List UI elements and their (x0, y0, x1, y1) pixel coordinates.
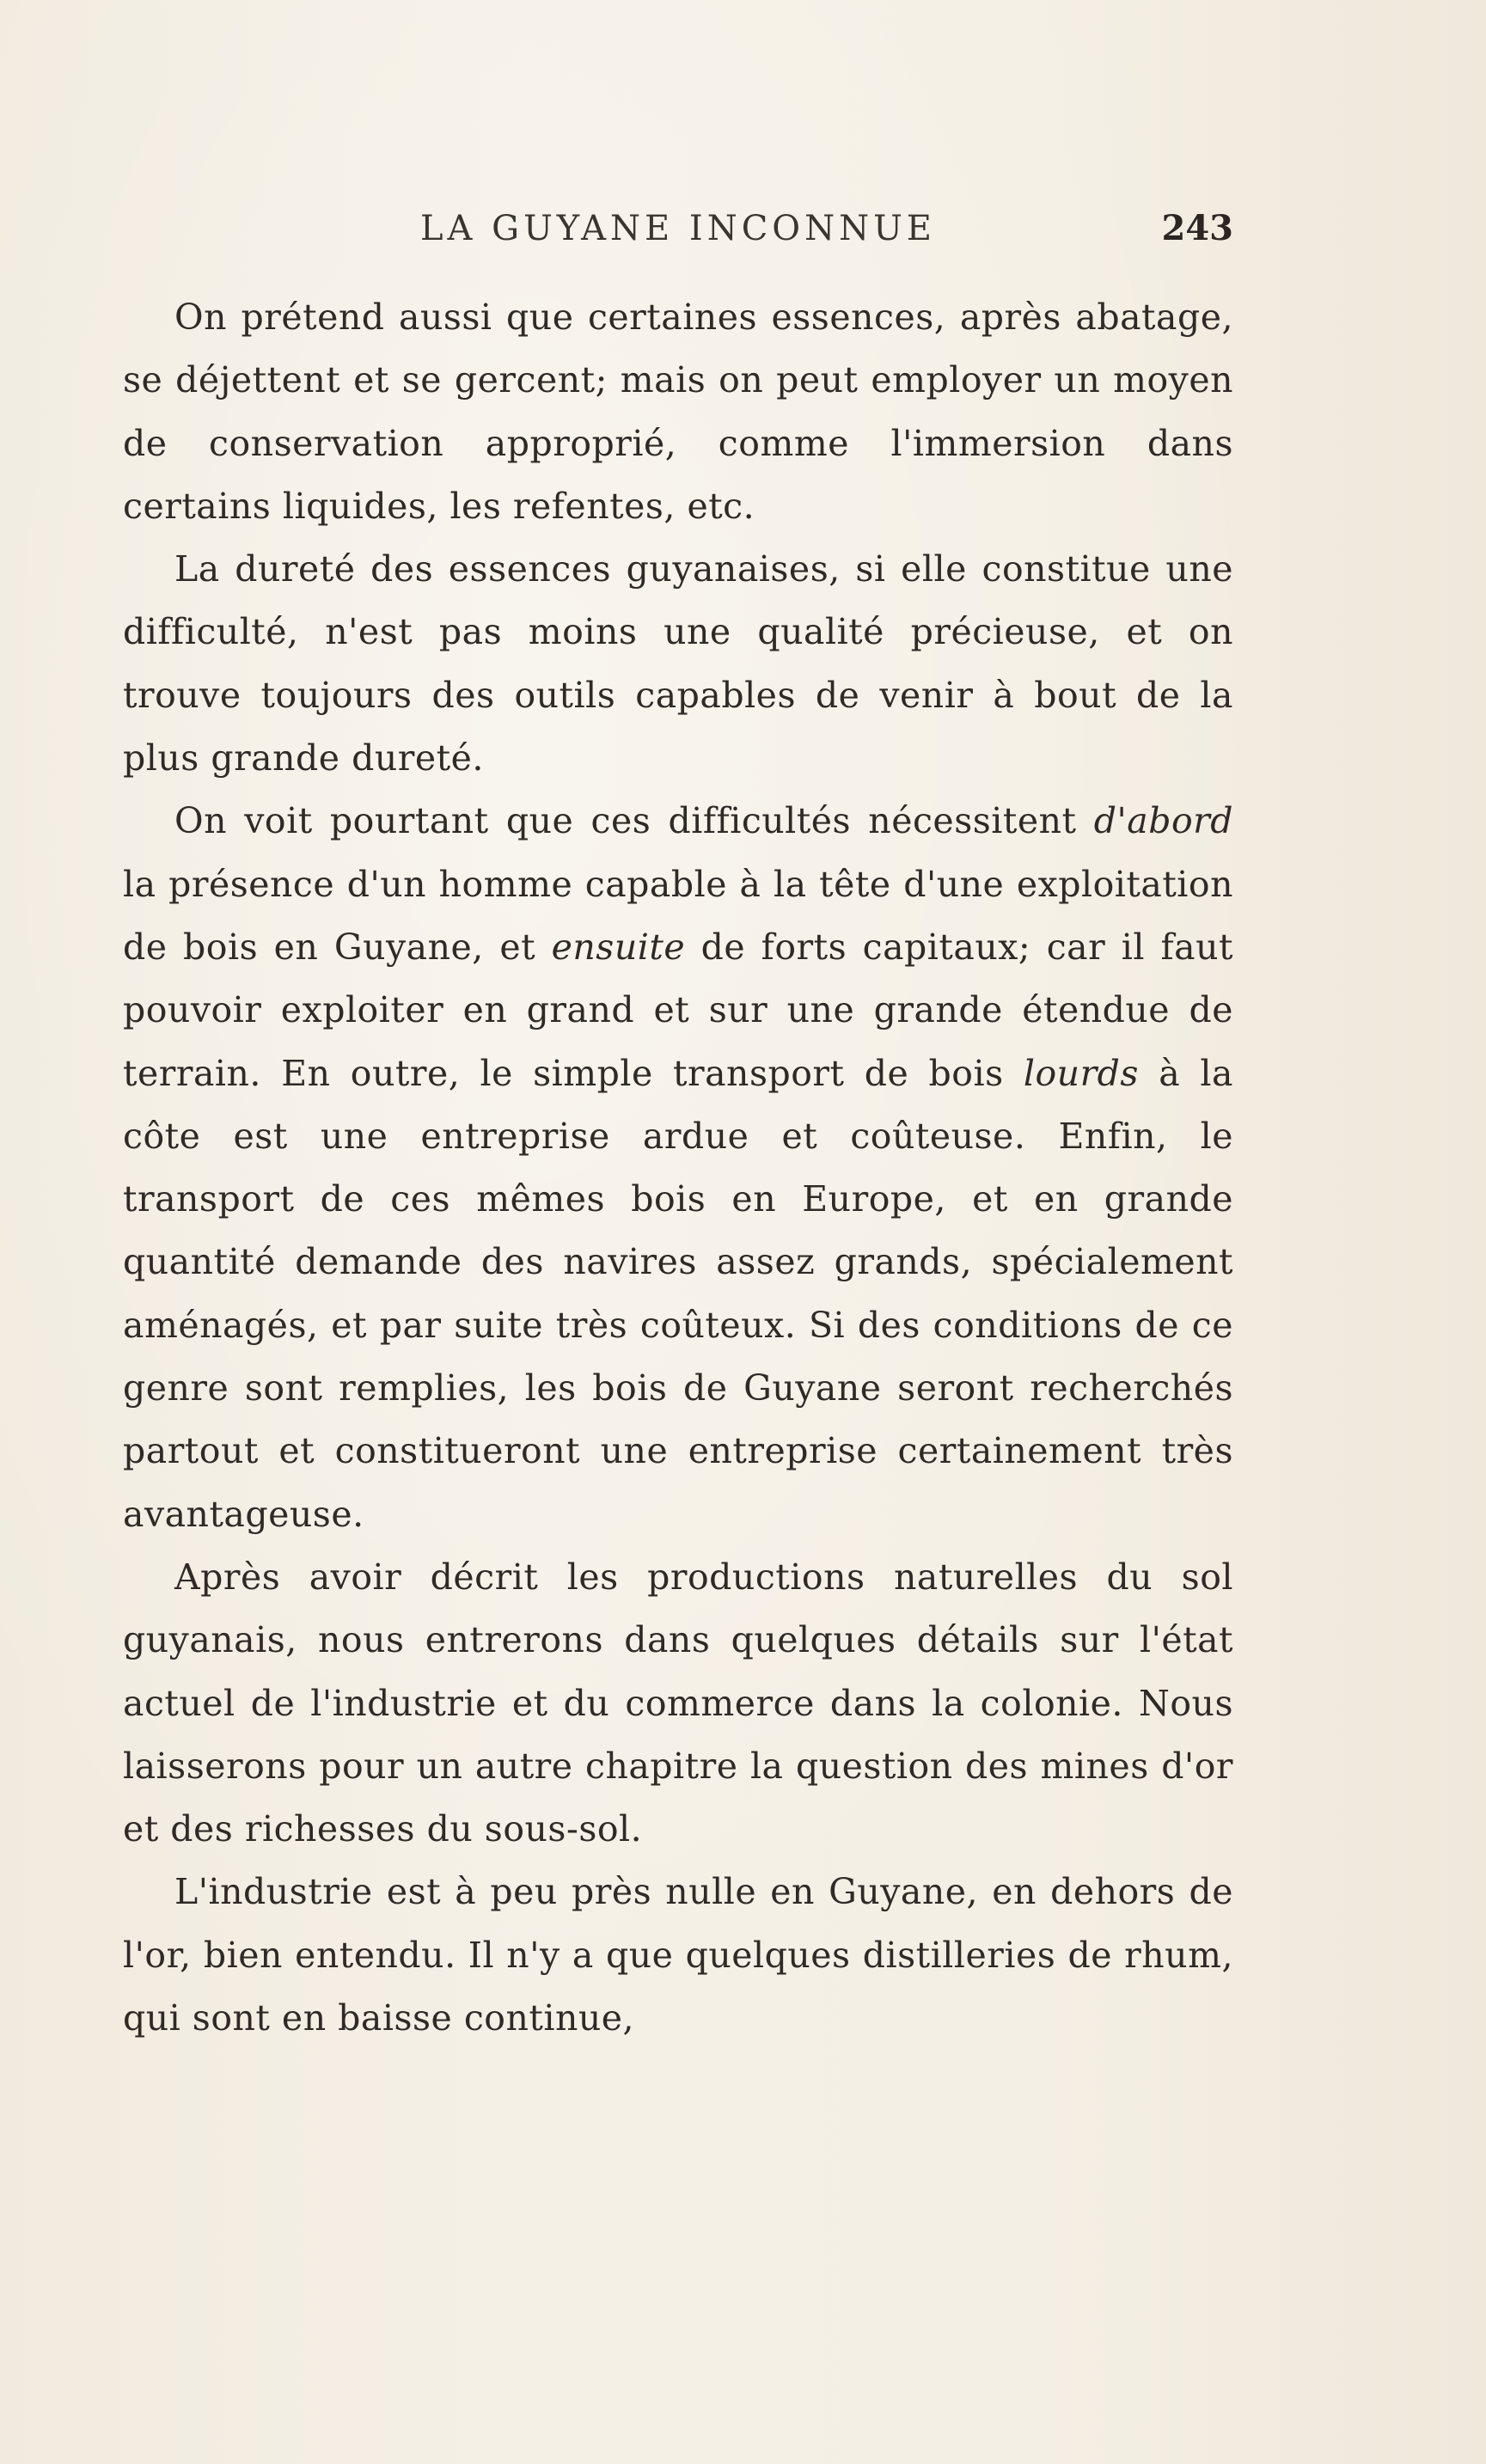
paragraph-3-part-3: de forts capitaux; car il faut pouvoir exploiter en grand et sur une grande étendue de terrain. En outre, le simple transport de bois (123, 926, 1233, 1094)
body-text (123, 286, 1233, 2050)
italic-ensuite: ensuite (551, 926, 686, 968)
paragraph-3-part-4: à la côte est une entreprise ardue et coûteuse. Enfin, le transport de ces mêmes bois en Europe, et en grande quantité demande des navires assez grands, spécialement aménagés, et par suite très coûteux. Si des conditions de ce genre sont remplies, les bois de Guyane seront recherchés partout et constitueront une entreprise certainement très avantageuse. (123, 1052, 1233, 1535)
running-title: LA GUYANE INCONNUE (419, 209, 937, 248)
italic-lourds: lourds (1023, 1052, 1139, 1094)
italic-dabord: d'abord (1093, 800, 1233, 842)
running-head (123, 203, 1233, 254)
paragraph-2: La dureté des essences guyanaises, si elle constitue une difficulté, n'est pas moins une qualité précieuse, et on trouve toujours des outils capables de venir à bout de la plus grande dureté. (123, 548, 1233, 780)
page-number: 243 (1161, 208, 1233, 248)
paragraph-3 (123, 790, 1233, 1546)
paragraph-4: Après avoir décrit les productions naturelles du sol guyanais, nous entrerons dans quelques détails sur l'état actuel de l'industrie et du commerce dans la colonie. Nous laisserons pour un autre chapitre la question des mines d'or et des richesses du sous-sol. (123, 1556, 1233, 1850)
paragraph-3-part-1: On voit pourtant que ces difficultés nécessitent (174, 800, 1094, 842)
paragraph-3-part-2: la présence d'un homme capable à la tête d'une exploitation de bois en Guyane, et (123, 863, 1233, 968)
paragraph-1: On prétend aussi que certaines essences, après abatage, se déjettent et se gercent; mais on peut employer un moyen de conservation approprié, comme l'immersion dans certains liquides, les refentes, etc. (123, 297, 1233, 527)
paragraph-5: L'industrie est à peu près nulle en Guyane, en dehors de l'or, bien entendu. Il n'y a que quelques distilleries de rhum, qui sont en baisse continue, (123, 1871, 1233, 2039)
